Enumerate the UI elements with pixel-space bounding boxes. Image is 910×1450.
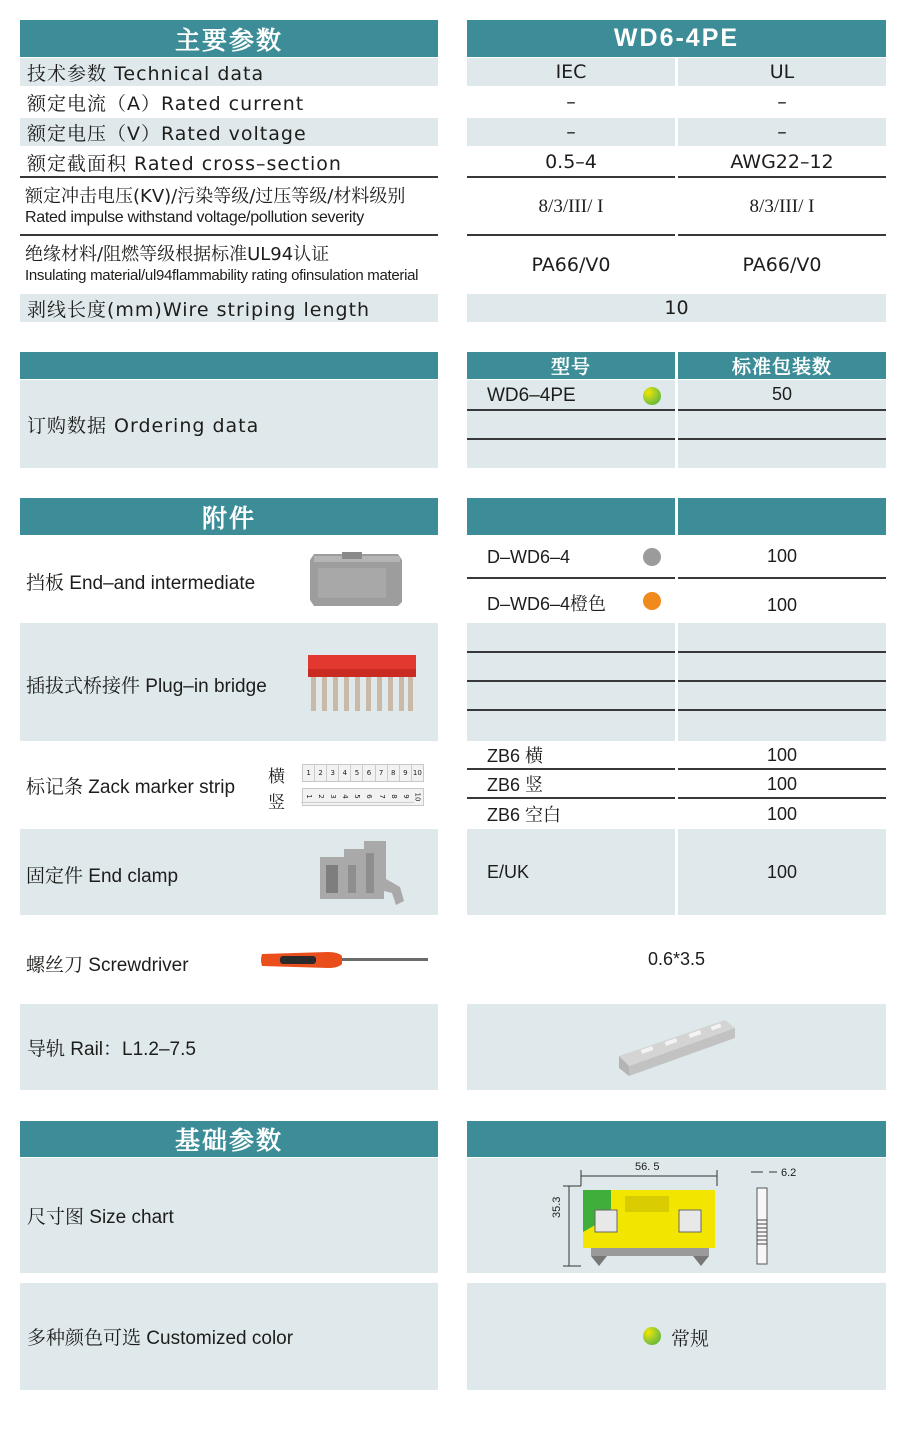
bridge-empty-row: [678, 682, 886, 711]
screwdriver-icon: [258, 944, 430, 976]
ordering-pack: 50: [678, 380, 886, 411]
color-cell: [467, 1283, 886, 1390]
insulation-ul: PA66/V0: [742, 254, 822, 276]
marker-cell: 1: [301, 791, 317, 803]
rated-voltage-ul: –: [678, 118, 886, 146]
row-label-technical-data: 技术参数 Technical data: [20, 58, 438, 86]
screwdriver-value: 0.6*3.5: [647, 948, 706, 969]
pe-color-dot-icon: [643, 387, 661, 405]
cross-section-iec: 0.5–4: [467, 148, 675, 178]
dim-thickness-label: 6.2: [781, 1167, 797, 1179]
rated-current-ul: –: [777, 91, 787, 113]
marker-qty-v: 100: [678, 771, 886, 799]
row-label-impulse: [20, 180, 438, 236]
color-label: 多种颜色可选 Customized color: [20, 1283, 438, 1390]
end-plate-row: [20, 536, 438, 622]
end-clamp-icon: [316, 839, 408, 909]
insulation-label-en: Insulating material/ul94flammability rating ofinsulation material: [25, 266, 419, 284]
screwdriver-row: [20, 916, 438, 1002]
impulse-ul: 8/3/III/ I: [678, 180, 886, 236]
ordering-model: WD6–4PE: [487, 385, 576, 406]
end-clamp-label: 固定件 End clamp: [26, 866, 179, 887]
ordering-data-label: 订购数据 Ordering data: [20, 380, 438, 468]
bridge-label: 插拔式桥接件 Plug–in bridge: [26, 676, 267, 697]
bridge-row: [20, 623, 438, 741]
bridge-empty-row: [678, 653, 886, 682]
section-title-accessories: 附件: [20, 498, 438, 535]
marker-row: [20, 742, 438, 828]
marker-model-blank: ZB6 空白: [487, 805, 562, 825]
marker-model-v: ZB6 竖: [467, 771, 675, 799]
row-label-rated-current: 额定电流（A）Rated current: [27, 92, 305, 115]
marker-cell: 7: [374, 791, 390, 803]
marker-cell: 4: [339, 765, 351, 781]
end-clamp-model: E/UK: [467, 829, 675, 915]
insulation-iec: PA66/V0: [531, 254, 611, 276]
end-plate-qty-grey: 100: [678, 536, 886, 579]
accessories-header-bar: [467, 498, 675, 535]
marker-cell: 10: [413, 792, 422, 802]
marker-cell: 3: [325, 791, 341, 803]
section-title-basic-params: 基础参数: [20, 1121, 438, 1157]
model-title: WD6-4PE: [467, 20, 886, 57]
ordering-empty-row: [678, 440, 886, 468]
color-value: 常规: [671, 1328, 710, 1350]
accessories-header-bar: [678, 498, 886, 535]
end-plate-icon: [308, 550, 404, 608]
strip-length-value: 10: [467, 294, 886, 322]
marker-qty-blank: 100: [766, 803, 798, 824]
marker-cell: 7: [376, 765, 388, 781]
plug-in-bridge-icon: [306, 653, 418, 715]
marker-horizontal-label: 横: [268, 767, 285, 787]
rail-label: 导轨 Rail：L1.2–7.5: [20, 1004, 438, 1090]
col-header-iec: IEC: [467, 58, 675, 86]
size-chart-drawing-icon: [551, 1160, 811, 1272]
marker-qty-h: 100: [678, 742, 886, 770]
marker-cell: 6: [363, 765, 375, 781]
marker-cell: 2: [313, 791, 329, 803]
marker-cell: 10: [412, 769, 422, 777]
bridge-empty-row: [467, 623, 675, 653]
basic-header-bar: [467, 1121, 886, 1157]
ordering-header-bar: [20, 352, 438, 379]
marker-cell: 3: [327, 765, 339, 781]
bridge-empty-row: [467, 711, 675, 741]
col-header-pack: 标准包装数: [678, 352, 886, 379]
end-clamp-qty: 100: [678, 829, 886, 915]
marker-cell: 8: [388, 765, 400, 781]
ordering-empty-row: [678, 411, 886, 440]
marker-label: 标记条 Zack marker strip: [26, 777, 236, 798]
row-label-rated-voltage: 额定电压（V）Rated voltage: [20, 118, 438, 146]
marker-cell: 5: [351, 765, 363, 781]
cross-section-ul: AWG22–12: [678, 148, 886, 178]
marker-cell: 2: [315, 765, 327, 781]
impulse-label-en: Rated impulse withstand voltage/pollution severity: [25, 209, 364, 227]
bridge-empty-row: [678, 623, 886, 653]
end-plate-label: 挡板 End–and intermediate: [26, 573, 256, 594]
impulse-iec: 8/3/III/ I: [467, 180, 675, 236]
screwdriver-label: 螺丝刀 Screwdriver: [26, 955, 189, 976]
col-header-model: 型号: [467, 352, 675, 379]
ordering-row: [467, 380, 675, 411]
row-label-insulation: [20, 238, 438, 292]
marker-cell: 1: [303, 765, 315, 781]
size-chart-label: 尺寸图 Size chart: [20, 1158, 438, 1273]
marker-strip-vertical: [302, 788, 424, 806]
bridge-empty-row: [467, 682, 675, 711]
row-label-strip-length: 剥线长度(mm)Wire striping length: [20, 294, 438, 322]
end-plate-model-grey: D–WD6–4: [487, 547, 571, 567]
marker-cell: 6: [362, 791, 378, 803]
marker-cell: 5: [349, 791, 365, 803]
section-title-main-params: 主要参数: [20, 20, 438, 57]
marker-strip-horizontal: [302, 764, 424, 782]
end-plate-item-orange: [467, 580, 675, 622]
dim-width-label: 56. 5: [635, 1161, 660, 1173]
marker-cell: 4: [337, 791, 353, 803]
insulation-label-cn: 绝缘材料/阻燃等级根据标准UL94认证: [25, 244, 330, 266]
bridge-empty-row: [467, 653, 675, 682]
ordering-empty-row: [467, 440, 675, 468]
bridge-empty-row: [678, 711, 886, 741]
marker-cell: 9: [400, 765, 412, 781]
end-plate-item-grey: [467, 536, 675, 579]
marker-vertical-label: 竖: [268, 793, 285, 813]
col-header-ul: UL: [678, 58, 886, 86]
rated-current-iec: –: [566, 91, 576, 113]
ordering-empty-row: [467, 411, 675, 440]
end-plate-qty-orange: 100: [766, 595, 798, 615]
rail-image-cell: [467, 1004, 886, 1090]
row-label-cross-section: 额定截面积 Rated cross–section: [20, 148, 438, 178]
size-chart-cell: [467, 1158, 886, 1273]
marker-cell: 9: [398, 791, 414, 803]
end-plate-model-orange: D–WD6–4橙色: [487, 594, 607, 614]
impulse-label-cn: 额定冲击电压(KV)/污染等级/过压等级/材料级别: [25, 185, 406, 207]
din-rail-icon: [617, 1014, 737, 1084]
end-clamp-row: [20, 829, 438, 915]
rated-voltage-iec: –: [467, 118, 675, 146]
orange-color-dot-icon: [643, 592, 661, 610]
marker-cell: 8: [386, 791, 402, 803]
marker-model-h: ZB6 横: [467, 742, 675, 770]
pe-color-dot-icon: [643, 1327, 661, 1345]
dim-height-label: 35.3: [551, 1196, 563, 1218]
grey-color-dot-icon: [643, 548, 661, 566]
